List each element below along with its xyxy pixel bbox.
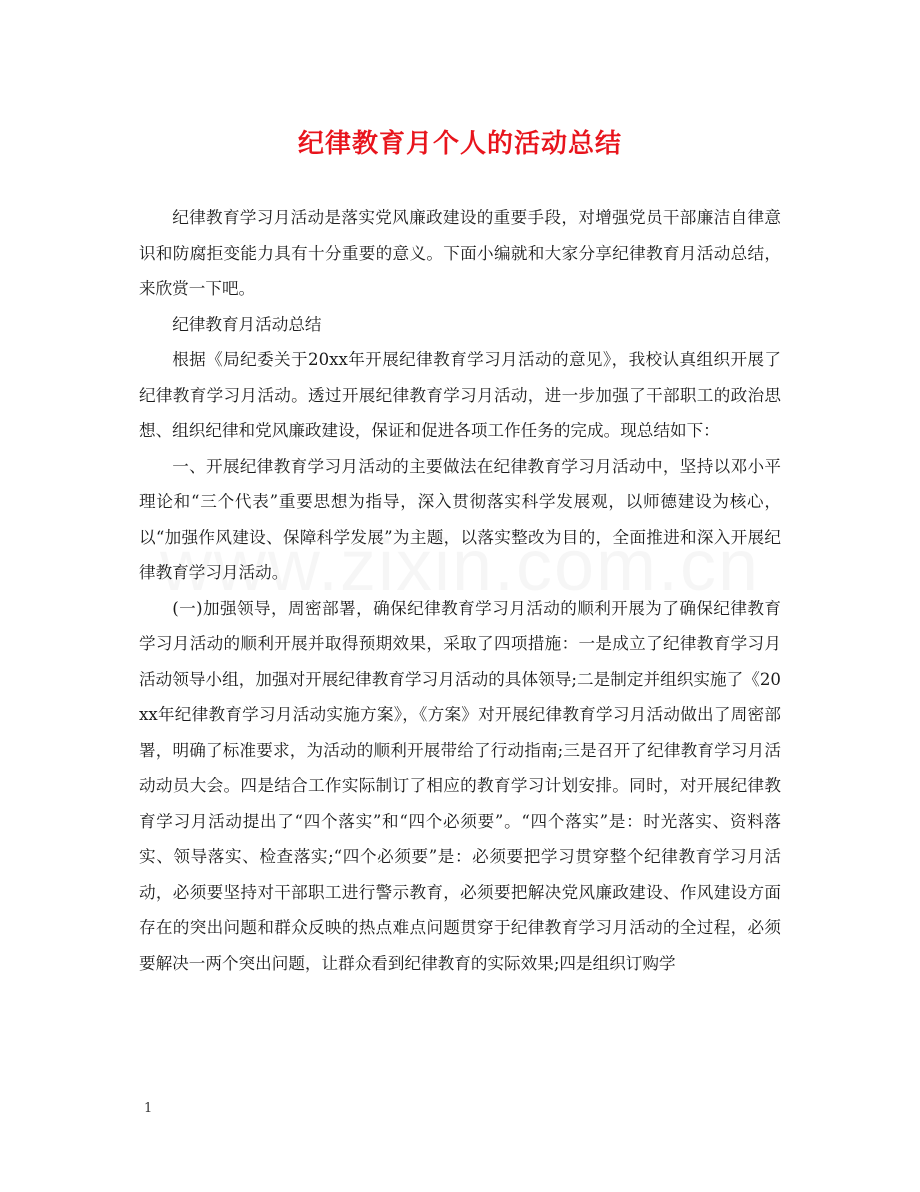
document-title: 纪律教育月个人的活动总结 bbox=[297, 129, 622, 159]
page-number: 1 bbox=[144, 1101, 153, 1116]
paragraph-subheading: 纪律教育月活动总结 bbox=[172, 314, 322, 334]
paragraph-leadership: (一)加强领导，周密部署，确保纪律教育学习月活动的顺利开展为了确保纪律教育学习月活动的顺利开展并取得预期效果，采取了四项措施：一是成立了纪律教育学习月活动领导小组，加强对开展纪律教育学习月活动的具体领导;二是制定并组织实施了《20xx年纪律教育学习月活动实施方案》，《方案》对开展纪律教育学习月活动做出了周密部署，明确了标准要求，为活动的顺利开展带给了行动指南;三是召开了纪律教育学习月活动动员大会。四是结合工作实际制订了相应的教育学习计划安排。同时，对开展纪律教育学习月活动提出了“四个落实”和“四个必须要”。“四个落实”是：时光落实、资料落实、领导落实、检查落实;“四个必须要”是：必须要把学习贯穿整个纪律教育学习月活动，必须要坚持对干部职工进行警示教育，必须要把解决党风廉政建设、作风建设方面存在的突出问题和群众反映的热点难点问题贯穿于纪律教育学习月活动的全过程，必须要解决一两个突出问题，让群众看到纪律教育的实际效果;四是组织订购学 bbox=[139, 598, 781, 973]
paragraph-intro: 纪律教育学习月活动是落实党风廉政建设的重要手段，对增强党员干部廉洁自律意识和防腐拒变能力具有十分重要的意义。下面小编就和大家分享纪律教育月活动总结，来欣赏一下吧。 bbox=[139, 208, 781, 298]
paragraph-section-one: 一、开展纪律教育学习月活动的主要做法在纪律教育学习月活动中，坚持以邓小平理论和“三个代表”重要思想为指导，深入贯彻落实科学发展观，以师德建设为核心，以“加强作风建设、保障科学发展”为主题，以落实整改为目的，全面推进和深入开展纪律教育学习月活动。 bbox=[139, 456, 781, 582]
document-body bbox=[139, 200, 781, 981]
paragraph-background: 根据《局纪委关于20xx年开展纪律教育学习月活动的意见》，我校认真组织开展了纪律教育学习月活动。透过开展纪律教育学习月活动，进一步加强了干部职工的政治思想、组织纪律和党风廉政建设，保证和促进各项工作任务的完成。现总结如下： bbox=[139, 350, 781, 440]
